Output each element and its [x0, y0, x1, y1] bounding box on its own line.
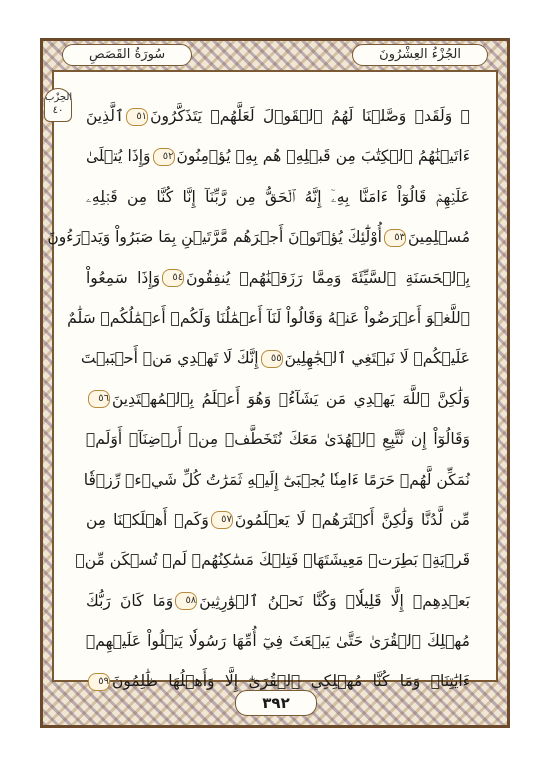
text-line: عَلَيۡهِمۡ قَالُوٓاْ ءَامَنَّا بِهِۦٓ إِنَّهُ ٱلۡحَقُّ مِن رَّبِّنَآ إِنَّا كُنَّا مِن قَبۡلِهِۦ	[86, 187, 470, 206]
aya-marker-icon: ٥٦	[88, 390, 110, 408]
aya-marker-icon: ٥٢	[153, 148, 175, 166]
aya-marker-icon: ٥١	[126, 108, 148, 126]
aya-marker-icon: ٥٤	[162, 269, 184, 287]
text-line: ٱللَّغۡوَ أَعۡرَضُواْ عَنۡهُ وَقَالُواْ لَنَآ أَعۡمَٰلُنَا وَلَكُمۡ أَعۡمَٰلُكُمۡ سَلَٰمٌ	[67, 308, 470, 327]
juz-title: الجُزْءُ العِشْرُونَ	[352, 44, 488, 66]
text-line: بَعۡدِهِمۡ إِلَّا قَلِيلٗاۖ وَكُنَّا نَحۡنُ ٱلۡوَٰرِثِينَ٥٨وَمَا كَانَ رَبُّكَ	[86, 591, 470, 610]
aya-marker-icon: ٥٥	[261, 350, 283, 368]
text-line: نُمَكِّن لَّهُمۡ حَرَمًا ءَامِنٗا يُجۡبَىٰٓ إِلَيۡهِ ثَمَرَٰتُ كُلِّ شَيۡءٖ رِّزۡقٗا	[83, 470, 470, 489]
page-number: ٣٩٢	[235, 690, 317, 716]
text-line: قَرۡيَةِۭ بَطِرَتۡ مَعِيشَتَهَاۖ فَتِلۡكَ مَسَٰكِنُهُمۡ لَمۡ تُسۡكَن مِّنۢ	[75, 551, 470, 570]
text-line: مُسۡلِمِينَ٥٣أُوْلَٰٓئِكَ يُؤۡتَوۡنَ أَجۡرَهُم مَّرَّتَيۡنِ بِمَا صَبَرُواْ وَيَدۡرَءُونَ	[47, 228, 470, 247]
text-line: وَقَالُوٓاْ إِن نَّتَّبِعِ ٱلۡهُدَىٰ مَعَكَ نُتَخَطَّفۡ مِنۡ أَرۡضِنَآۚ أَوَلَمۡ	[86, 430, 470, 449]
text-line: مُهۡلِكَ ٱلۡقُرَىٰ حَتَّىٰ يَبۡعَثَ فِيٓ أُمِّهَا رَسُولٗا يَتۡلُواْ عَلَيۡهِمۡ	[86, 632, 470, 651]
aya-marker-icon: ٥٨	[175, 592, 197, 610]
text-line: مِّن لَّدُنَّا وَلَٰكِنَّ أَكۡثَرَهُمۡ لَا يَعۡلَمُونَ٥٧وَكَمۡ أَهۡلَكۡنَا مِن	[86, 510, 470, 529]
hizb-marker	[44, 88, 72, 122]
text-line: عَلَيۡكُمۡ لَا نَبۡتَغِي ٱلۡجَٰهِلِينَ٥٥إِنَّكَ لَا تَهۡدِي مَنۡ أَحۡبَبۡتَ	[80, 349, 470, 368]
text-line: بِٱلۡحَسَنَةِ ٱلسَّيِّئَةَ وَمِمَّا رَزَقۡنَٰهُمۡ يُنفِقُونَ٥٤وَإِذَا سَمِعُواْ	[86, 268, 471, 287]
surah-title: سُورَةُ القَصَصِ	[62, 44, 192, 66]
aya-marker-icon: ٥٧	[211, 511, 233, 529]
page-header	[62, 44, 488, 66]
aya-marker-icon: ٥٣	[384, 229, 406, 247]
aya-marker-icon: ٥٩	[88, 673, 110, 691]
text-line: ءَاتَيۡنَٰهُمُ ٱلۡكِتَٰبَ مِن قَبۡلِهِۦ هُم بِهِۦ يُؤۡمِنُونَ٥٢وَإِذَا يُتۡلَىٰ	[86, 147, 470, 166]
text-line: ءَايَٰتِنَاۚ وَمَا كُنَّا مُهۡلِكِي ٱلۡقُرَىٰٓ إِلَّا وَأَهۡلُهَا ظَٰلِمُونَ٥٩	[86, 661, 470, 701]
hizb-number: ٤٠	[52, 105, 64, 116]
hizb-label: الحِزْب	[45, 92, 73, 103]
text-line: وَلَٰكِنَّ ٱللَّهَ يَهۡدِي مَن يَشَآءُۚ وَهُوَ أَعۡلَمُ بِٱلۡمُهۡتَدِينَ٥٦	[86, 379, 470, 419]
text-line: ۞ وَلَقَدۡ وَصَّلۡنَا لَهُمُ ٱلۡقَوۡلَ لَعَلَّهُمۡ يَتَذَكَّرُونَ٥١ٱلَّذِينَ	[86, 107, 470, 125]
